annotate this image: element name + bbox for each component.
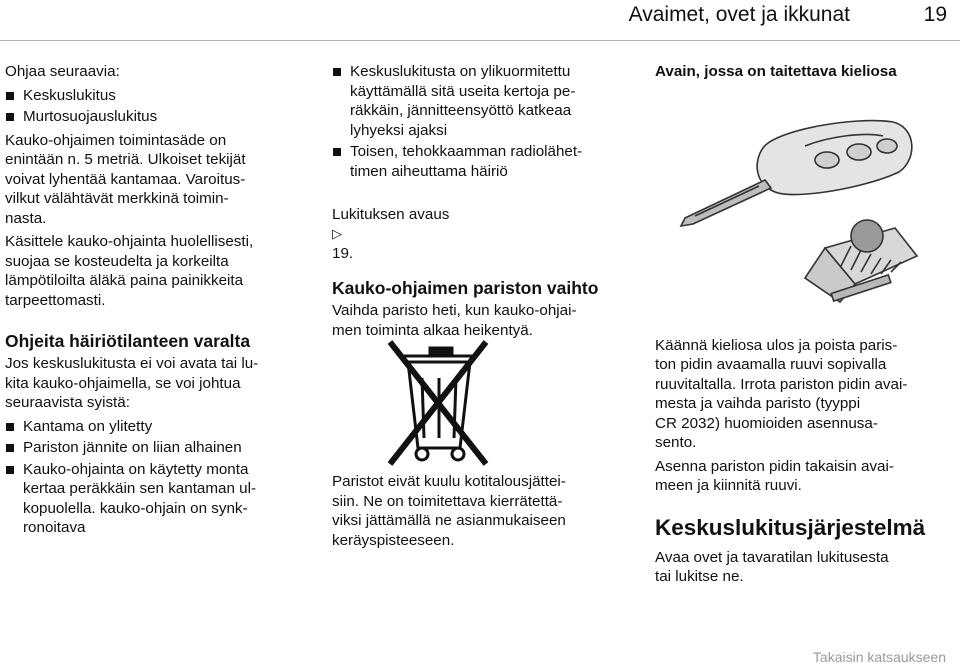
interference-list bbox=[332, 62, 617, 181]
bullet-square-icon bbox=[333, 68, 341, 76]
fold-instructions: Käännä kieliosa ulos ja poista paris- ton pidin avaamalla ruuvi sopivalla ruuvitaltalla. Irrota pariston pidin avai- mesta ja vaihda paristo (tyyppi CR 2032) huomioiden asennusa- sento. bbox=[655, 336, 908, 451]
bullet-square-icon bbox=[6, 444, 14, 452]
handling-paragraph: Käsittele kauko-ohjainta huolellisesti, suojaa se kosteudelta ja korkeilta lämpötiloilta äläkä paina painikkeita tarpeettomasti. bbox=[5, 233, 254, 309]
list-item: Pariston jännite on liian alhainen bbox=[5, 438, 297, 458]
page-number: 19 bbox=[923, 3, 947, 26]
column-right bbox=[655, 62, 945, 591]
key-figure bbox=[655, 88, 945, 318]
header-divider bbox=[0, 40, 960, 41]
fault-heading: Ohjeita häiriötilanteen varalta bbox=[5, 331, 251, 351]
list-item: Toisen, tehokkaamman radiolähet- timen aiheuttama häiriö bbox=[332, 142, 617, 181]
list-item: Keskuslukitus bbox=[5, 86, 297, 106]
central-locking-paragraph: Avaa ovet ja tavaratilan lukitusesta tai lukitse ne. bbox=[655, 548, 889, 585]
column-middle bbox=[332, 62, 617, 554]
list-item: Kauko-ohjainta on käytetty monta kertaa peräkkäin sen kantaman ul- kopuolella. kauko-ohjain on synk- ronoitava bbox=[5, 460, 297, 538]
unlock-reference-link[interactable]: 19. bbox=[332, 244, 354, 262]
bullet-square-icon bbox=[333, 148, 341, 156]
crossed-out-wheelie-bin-icon bbox=[382, 338, 492, 468]
refit-instructions: Asenna pariston pidin takaisin avai- meen ja kiinnitä ruuvi. bbox=[655, 457, 894, 494]
page-header bbox=[0, 0, 960, 42]
battery-paragraph: Vaihda paristo heti, kun kauko-ohjai- men toiminta alkaa heikentyä. bbox=[332, 302, 577, 339]
unlock-reference: Lukituksen avaus ▷ 19. bbox=[332, 205, 450, 262]
central-locking-heading: Keskuslukitusjärjestelmä bbox=[655, 514, 926, 540]
crossed-bin-image bbox=[332, 344, 617, 464]
bullet-square-icon bbox=[6, 423, 14, 431]
fault-causes-list bbox=[5, 417, 297, 538]
controls-list bbox=[5, 86, 297, 127]
intro-text: Ohjaa seuraavia: bbox=[5, 63, 120, 80]
bullet-square-icon bbox=[6, 92, 14, 100]
folding-key-illustration-icon bbox=[655, 88, 925, 313]
column-left bbox=[5, 62, 297, 542]
bullet-square-icon bbox=[6, 113, 14, 121]
range-paragraph: Kauko-ohjaimen toimintasäde on enintään n. 5 metriä. Ulkoiset tekijät voivat lyhentää kantamaa. Varoitus- vilkut välähtävät merkkinä toimin- nasta. bbox=[5, 131, 246, 227]
header-title: Avaimet, ovet ja ikkunat bbox=[628, 3, 850, 26]
list-item: Murtosuojauslukitus bbox=[5, 107, 297, 127]
battery-heading: Kauko-ohjaimen pariston vaihto bbox=[332, 278, 599, 298]
list-item: Keskuslukitusta on ylikuormitettu käyttämällä sitä useita kertoja pe- räkkäin, jännitteensyöttö katkeaa lyhyeksi ajaksi bbox=[332, 62, 617, 140]
figure-caption: Avain, jossa on taitettava kieliosa bbox=[655, 63, 897, 80]
bullet-square-icon bbox=[6, 466, 14, 474]
page-reference-arrow-icon: ▷ bbox=[332, 226, 342, 241]
list-item: Kantama on ylitetty bbox=[5, 417, 297, 437]
fault-paragraph: Jos keskuslukitusta ei voi avata tai lu- kita kauko-ohjaimella, se voi johtua seuraavista syistä: bbox=[5, 355, 259, 411]
back-to-overview-link[interactable]: Takaisin katsaukseen bbox=[812, 649, 946, 665]
disposal-paragraph: Paristot eivät kuulu kotitalousjättei- siin. Ne on toimitettava kierrätettä- viksi jättämällä ne asianmukaiseen keräyspisteeseen. bbox=[332, 473, 566, 549]
